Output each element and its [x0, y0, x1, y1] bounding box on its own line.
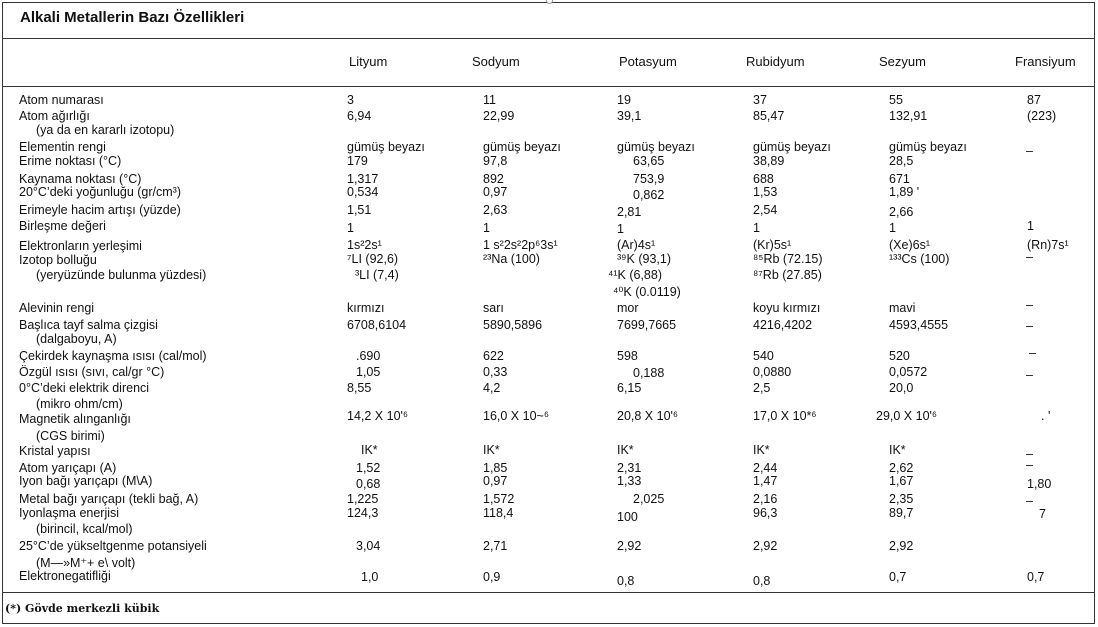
cell-potasyum: 100	[617, 510, 638, 524]
cell-potasyum: 2,92	[617, 539, 642, 553]
row-sublabel: (dalgaboyu, A)	[36, 332, 117, 346]
cell-rubidyum: 38,89	[753, 154, 785, 168]
cell-lityum: 8,55	[347, 381, 372, 395]
cell-fransiyum: (223)	[1027, 109, 1057, 123]
cell-rubidyum: 0,0880	[753, 365, 792, 379]
cell-rubidyum: (Kr)5s¹	[753, 238, 792, 252]
cell-sodyum: 5890,5896	[483, 318, 543, 332]
cell-lityum: .690	[356, 349, 381, 363]
cell-fransiyum: 1,80	[1027, 477, 1052, 491]
cell-sezyum: 2,66	[889, 205, 914, 219]
cell-lityum: 179	[347, 154, 368, 168]
cell-fransiyum: –	[1029, 346, 1036, 360]
row-label: 20°C’deki yoğunluğu (gr/cm³)	[19, 185, 182, 199]
cell-fransiyum: 1	[1027, 219, 1034, 233]
cell-rubidyum: 2,16	[753, 492, 778, 506]
cell-potasyum: 7699,7665	[617, 318, 677, 332]
row-label: Izotop bolluğu	[19, 253, 97, 267]
cell-sodyum: 622	[483, 349, 504, 363]
cell-sodyum: 0,9	[483, 570, 501, 584]
cell-potasyum: gümüş beyazı	[617, 140, 695, 154]
cell-rubidyum: 2,92	[753, 539, 778, 553]
row-sublabel: (birincil, kcal/mol)	[36, 522, 133, 536]
cell-sezyum: 20,0	[889, 381, 914, 395]
row-label: Atom yarıçapı (A)	[19, 461, 117, 475]
cell-sezyum: ¹³³Cs (100)	[889, 252, 950, 266]
cell-lityum: kırmızı	[347, 301, 385, 315]
cell-rubidyum: gümüş beyazı	[753, 140, 831, 154]
row-label: Iyonlaşma enerjisi	[19, 506, 120, 520]
cell-potasyum: IK*	[617, 443, 634, 457]
cell-sezyum: 2,92	[889, 539, 914, 553]
row-label: Özgül ısısı (sıvı, cal/gr °C)	[19, 365, 165, 379]
cell-potasyum: ⁴¹K (6,88)	[608, 268, 662, 282]
cell-sodyum: 0,97	[483, 185, 508, 199]
row-sublabel: (ya da en kararlı izotopu)	[36, 123, 175, 137]
column-header-fransiyum: Fransiyum	[1015, 54, 1076, 69]
cell-potasyum: 598	[617, 349, 638, 363]
cell-potasyum: 63,65	[633, 154, 665, 168]
cell-rubidyum: 17,0 X 10*⁶	[753, 409, 817, 423]
cell-rubidyum: 2,5	[753, 381, 771, 395]
cell-fransiyum: –	[1026, 144, 1033, 158]
row-label: Elementin rengi	[19, 140, 106, 154]
cell-sodyum: 0,97	[483, 474, 508, 488]
cell-potasyum: 19	[617, 93, 631, 107]
column-header-sezyum: Sezyum	[879, 54, 926, 69]
cell-sodyum: 1 s²2s²2p⁶3s¹	[483, 238, 558, 252]
cell-sodyum: 0,33	[483, 365, 508, 379]
cell-potasyum: 6,15	[617, 381, 642, 395]
cell-lityum: 3	[347, 93, 354, 107]
cell-rubidyum: IK*	[753, 443, 770, 457]
row-label: Elektronegatifliği	[19, 569, 111, 583]
row-sublabel: (M—»M⁺+ e\ volt)	[36, 556, 136, 570]
cell-sodyum: ²³Na (100)	[483, 252, 540, 266]
cell-fransiyum: . '	[1041, 409, 1051, 423]
cell-fransiyum: –	[1026, 250, 1033, 264]
cell-sodyum: 1	[483, 221, 490, 235]
cell-sodyum: 1,572	[483, 492, 515, 506]
cell-rubidyum: 540	[753, 349, 774, 363]
row-label: Birleşme değeri	[19, 219, 106, 233]
row-label: Kaynama noktası (°C)	[19, 172, 142, 186]
row-label: Iyon bağı yarıçapı (M\A)	[19, 474, 153, 488]
cell-sodyum: 1,85	[483, 461, 508, 475]
cell-sezyum: 520	[889, 349, 910, 363]
cell-fransiyum: –	[1026, 458, 1033, 472]
cell-sezyum: 132,91	[889, 109, 928, 123]
cell-lityum: 1,52	[356, 461, 381, 475]
cell-fransiyum: –	[1026, 368, 1033, 382]
cell-rubidyum: 1,53	[753, 185, 778, 199]
cell-lityum: 14,2 X 10'⁶	[347, 409, 409, 423]
cell-fransiyum: 0,7	[1027, 570, 1045, 584]
row-label: 25°C’de yükseltgenme potansiyeli	[19, 539, 207, 553]
cell-sodyum: 2,63	[483, 203, 508, 217]
cell-sodyum: 22,99	[483, 109, 515, 123]
cell-potasyum: 0,8	[617, 574, 635, 588]
row-sublabel: (CGS birimi)	[36, 429, 105, 443]
cell-sezyum: 0,0572	[889, 365, 928, 379]
cell-rubidyum: 2,44	[753, 461, 778, 475]
cell-lityum: 1,317	[347, 172, 379, 186]
cell-sezyum: mavi	[889, 301, 916, 315]
row-label: Atom ağırlığı	[19, 109, 90, 123]
cell-lityum: 1,05	[356, 365, 381, 379]
row-label: Metal bağı yarıçapı (tekli bağ, A)	[19, 492, 199, 506]
cell-fransiyum: 87	[1027, 93, 1041, 107]
cell-sodyum: 2,71	[483, 539, 508, 553]
cell-potasyum: 0,862	[633, 188, 665, 202]
row-sublabel: (mikro ohm/cm)	[36, 397, 123, 411]
cell-sezyum: 29,0 X 10'⁶	[876, 409, 938, 423]
cell-sodyum: 4,2	[483, 381, 501, 395]
cell-rubidyum: 4216,4202	[753, 318, 813, 332]
cell-potasyum: (Ar)4s¹	[617, 238, 656, 252]
cell-potasyum: 1	[617, 222, 624, 236]
cell-potasyum: 39,1	[617, 109, 642, 123]
cell-rubidyum: 37	[753, 93, 767, 107]
cell-lityum: 1s²2s¹	[347, 238, 382, 252]
cell-sodyum: 118,4	[483, 506, 514, 520]
cell-sodyum: 892	[483, 172, 504, 186]
column-header-potasyum: Potasyum	[619, 54, 677, 69]
cell-lityum: 1,225	[347, 492, 379, 506]
cell-sezyum: 1,89 '	[889, 185, 920, 199]
table-frame	[2, 2, 1095, 624]
cell-sezyum: IK*	[889, 443, 906, 457]
cell-potasyum: 0,188	[633, 366, 665, 380]
cell-sodyum: gümüş beyazı	[483, 140, 561, 154]
cell-sodyum: 11	[483, 93, 496, 107]
cell-rubidyum: 85,47	[753, 109, 785, 123]
cell-potasyum: 2,025	[633, 492, 665, 506]
column-header-sodyum: Sodyum	[472, 54, 520, 69]
cell-rubidyum: 2,54	[753, 203, 778, 217]
cell-sodyum: 16,0 X 10~⁶	[483, 409, 549, 423]
cell-potasyum: 1,33	[617, 474, 642, 488]
row-label: Erime noktası (°C)	[19, 154, 122, 168]
cell-fransiyum: (Rn)7s¹	[1027, 238, 1069, 252]
cell-sezyum: 4593,4555	[889, 318, 949, 332]
cell-potasyum: 2,31	[617, 461, 642, 475]
cell-sezyum: 55	[889, 93, 903, 107]
row-label: Çekirdek kaynaşma ısısı (cal/mol)	[19, 349, 207, 363]
cell-fransiyum: –	[1026, 298, 1033, 312]
cell-sezyum: 1	[889, 221, 896, 235]
row-label: 0°C’deki elektrik direnci	[19, 381, 150, 395]
cell-sezyum: 2,35	[889, 492, 914, 506]
footnote-divider	[2, 592, 1095, 593]
cell-fransiyum: 7	[1039, 507, 1046, 521]
cell-rubidyum: koyu kırmızı	[753, 301, 821, 315]
cell-rubidyum: ⁸⁵Rb (72.15)	[753, 252, 823, 266]
cell-sezyum: 0,7	[889, 570, 907, 584]
cell-sezyum: (Xe)6s¹	[889, 238, 930, 252]
column-header-rubidyum: Rubidyum	[746, 54, 805, 69]
cell-potasyum: 2,81	[617, 205, 642, 219]
page-title: Alkali Metallerin Bazı Özellikleri	[20, 9, 245, 26]
row-label: Erimeyle hacim artışı (yüzde)	[19, 203, 181, 217]
cell-lityum: 0,534	[347, 185, 379, 199]
row-label: Alevinin rengi	[19, 301, 95, 315]
cell-lityum: 6,94	[347, 109, 372, 123]
row-label: Magnetik alınganlığı	[19, 412, 131, 426]
cell-rubidyum: ⁸⁷Rb (27.85)	[753, 268, 822, 282]
row-sublabel: (yeryüzünde bulunma yüzdesi)	[36, 268, 207, 282]
cell-rubidyum: 688	[753, 172, 774, 186]
cell-rubidyum: 1	[753, 221, 760, 235]
cell-rubidyum: 0,8	[753, 574, 771, 588]
cell-lityum: gümüş beyazı	[347, 140, 425, 154]
cell-rubidyum: 96,3	[753, 506, 778, 520]
cell-potasyum: ⁴⁰K (0.0119)	[613, 285, 681, 299]
cell-lityum: 6708,6104	[347, 318, 407, 332]
cell-sezyum: 1,67	[889, 474, 914, 488]
cell-sezyum: 671	[889, 172, 910, 186]
cell-rubidyum: 1,47	[753, 474, 778, 488]
cell-fransiyum: –	[1026, 494, 1033, 508]
footnote: (*) Gövde merkezli kübik	[5, 602, 160, 615]
row-label: Kristal yapısı	[19, 444, 91, 458]
cell-potasyum: mor	[617, 301, 639, 315]
cell-sezyum: 2,62	[889, 461, 914, 475]
column-header-lityum: Lityum	[349, 54, 388, 69]
cell-potasyum: 753,9	[633, 172, 665, 186]
cell-fransiyum: –	[1026, 447, 1033, 461]
row-label: Başlıca tayf salma çizgisi	[19, 318, 158, 332]
cell-sodyum: IK*	[483, 443, 500, 457]
cell-sezyum: gümüş beyazı	[889, 140, 967, 154]
header-divider	[2, 86, 1095, 87]
cell-sodyum: 97,8	[483, 154, 508, 168]
cell-lityum: 124,3	[347, 506, 379, 520]
row-label: Elektronların yerleşimi	[19, 239, 142, 253]
cell-sezyum: 89,7	[889, 506, 914, 520]
row-label: Atom numarası	[19, 93, 104, 107]
cell-lityum: IK*	[361, 443, 378, 457]
cell-lityum: ⁷LI (92,6)	[347, 252, 399, 266]
title-divider	[2, 38, 1095, 39]
cell-lityum: 1,51	[347, 203, 372, 217]
cell-sezyum: 28,5	[889, 154, 914, 168]
cell-lityum: 3,04	[356, 539, 381, 553]
cell-potasyum: ³⁹K (93,1)	[617, 252, 671, 266]
cell-lityum: 0,68	[356, 477, 381, 491]
cell-lityum: 1,0	[361, 570, 379, 584]
cell-fransiyum: –	[1026, 319, 1033, 333]
cell-sodyum: sarı	[483, 301, 504, 315]
cell-potasyum: 20,8 X 10'⁶	[617, 409, 679, 423]
cell-lityum: ³LI (7,4)	[355, 268, 399, 282]
cell-lityum: 1	[347, 221, 354, 235]
